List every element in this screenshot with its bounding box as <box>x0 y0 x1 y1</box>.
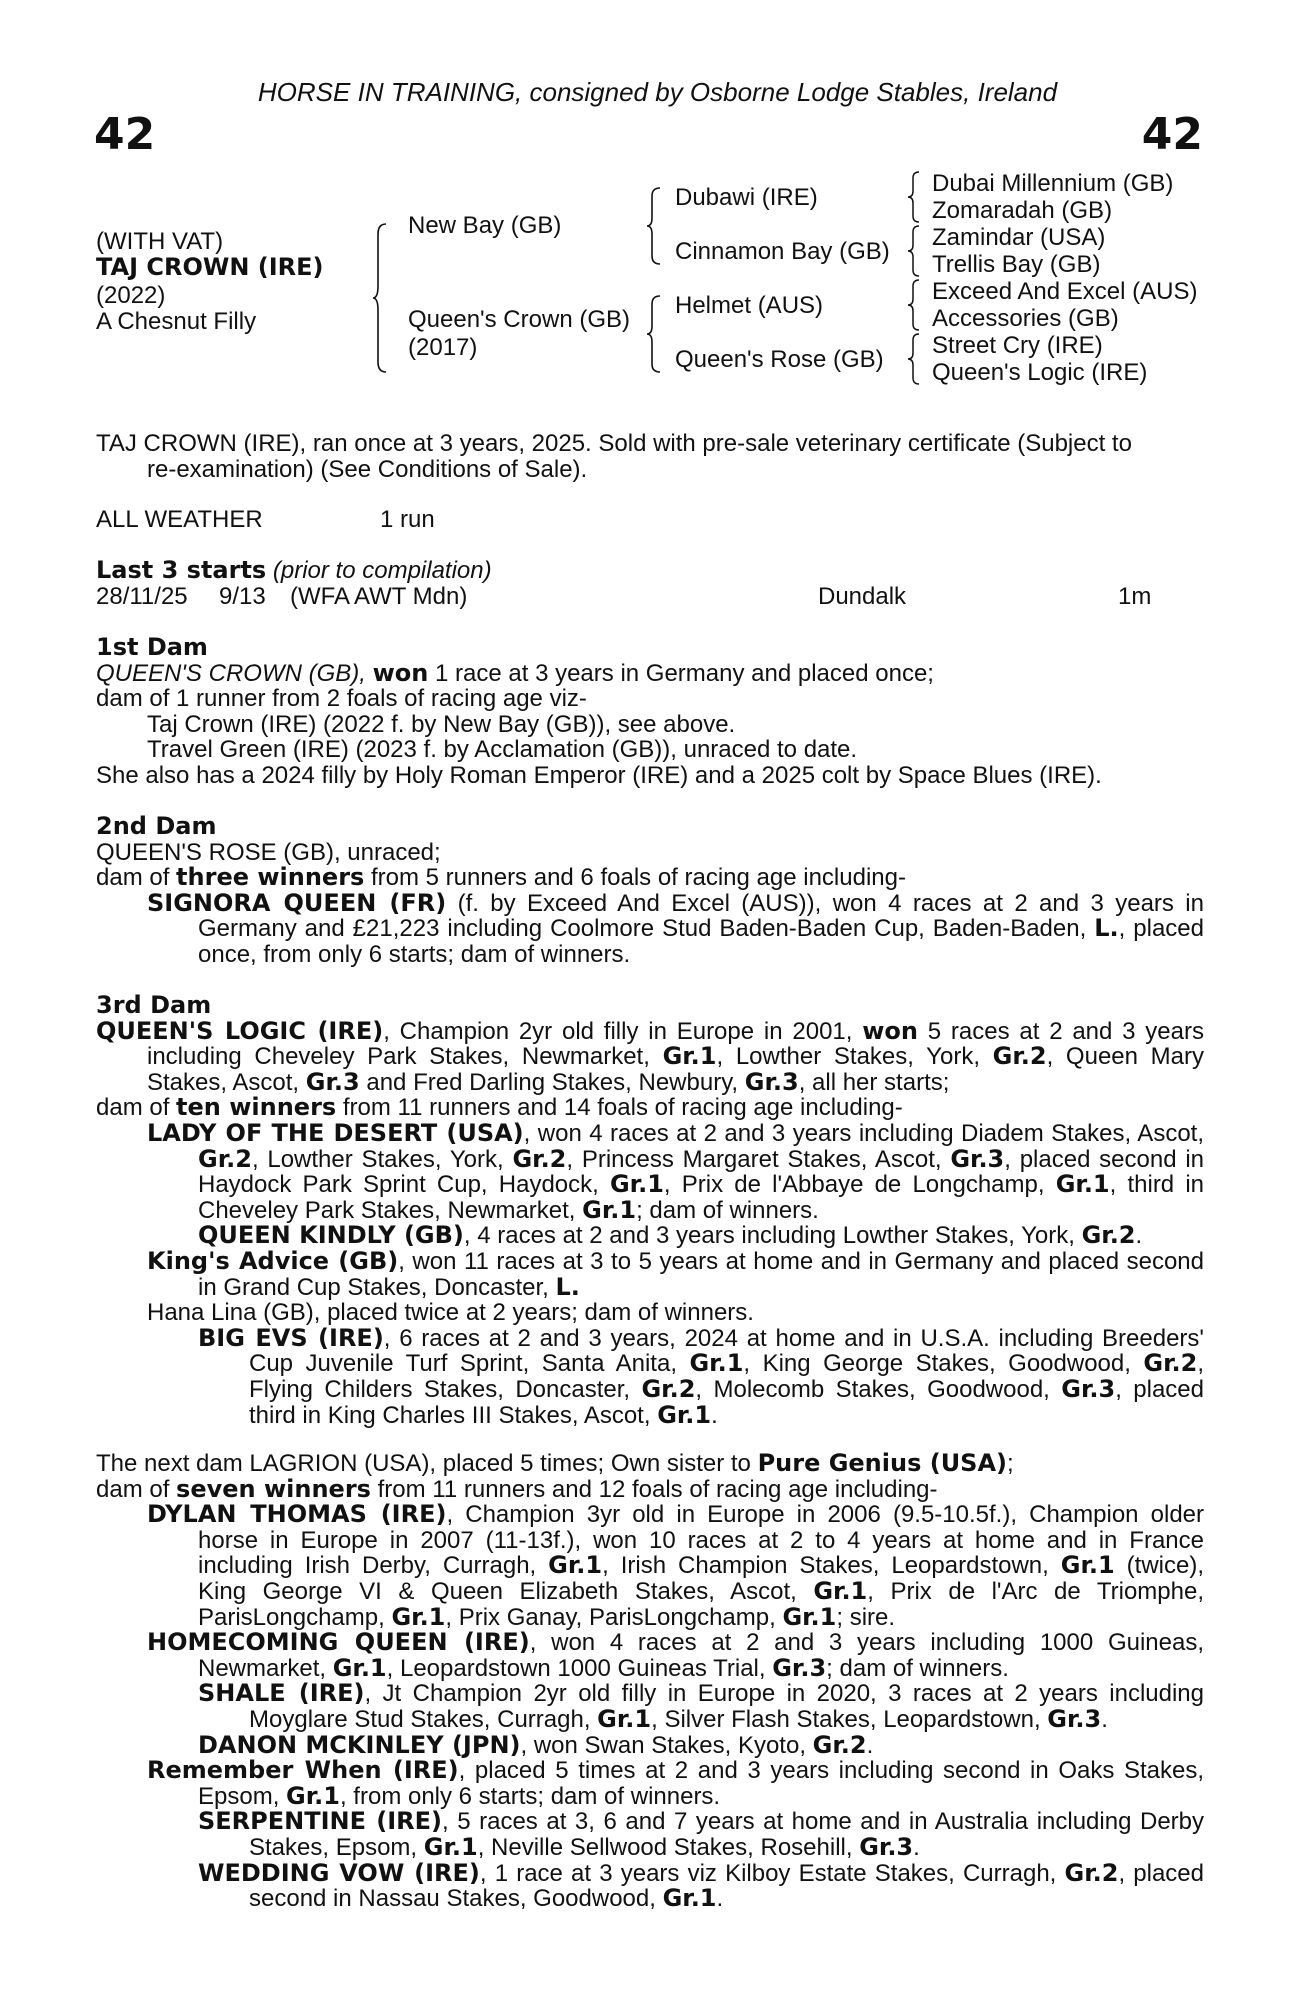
text-fragment: , won Swan Stakes, Kyoto, <box>520 1731 813 1759</box>
winners-count: seven winners <box>176 1474 371 1503</box>
race-grade: Gr.2 <box>1143 1349 1198 1378</box>
text-fragment: dam of <box>96 1094 177 1122</box>
last-starts-note: (prior to compilation) <box>272 557 492 584</box>
all-weather-label: ALL WEATHER <box>96 506 263 533</box>
progeny-queen-kindly <box>96 1223 1204 1249</box>
text-fragment: . <box>1135 1222 1143 1250</box>
start-position: 9/13 <box>219 583 266 610</box>
text-fragment: , from only 6 starts; dam of winners. <box>339 1782 721 1810</box>
race-grade: Gr.1 <box>662 1884 717 1913</box>
progeny-name: BIG EVS (IRE) <box>198 1323 384 1352</box>
all-weather-runs: 1 run <box>380 506 435 533</box>
text-fragment: (f. by Exceed And Excel (AUS)), won 4 races at 2 and 3 years in Germany and £21,223 including Coolmore Stud Baden-Baden Cup, Baden-Baden, <box>198 889 1204 943</box>
race-grade: L. <box>1094 914 1119 943</box>
first-dam-line-1 <box>96 658 1204 687</box>
text-fragment: ; sire. <box>836 1603 896 1631</box>
lot-number-right: 42 <box>1141 109 1203 160</box>
won-label: won <box>862 1016 918 1045</box>
progeny-name: DANON MCKINLEY (JPN) <box>198 1730 521 1759</box>
text-fragment: , all her starts; <box>798 1068 950 1096</box>
race-grade: Gr.3 <box>859 1832 914 1861</box>
text-fragment: , third in Cheveley Park Stakes, Newmarket, <box>198 1171 1205 1224</box>
progeny-name: Remember When (IRE) <box>147 1756 459 1785</box>
race-grade: Gr.1 <box>609 1170 664 1199</box>
text-fragment: , 5 races at 3, 6 and 7 years at home and in Australia including Derby Stakes, Epsom, <box>249 1808 1204 1861</box>
progeny-danon-mckinley <box>96 1730 1204 1759</box>
text-fragment: (twice), King George VI & Queen Elizabeth Stakes, Ascot, <box>198 1552 1204 1605</box>
progeny-wedding-vow <box>96 1858 1204 1913</box>
text-fragment: 5 races at 2 and 3 years including Cheveley Park Stakes, Newmarket, <box>147 1017 1204 1071</box>
text-fragment: , Champion 2yr old filly in Europe in 2001, <box>383 1017 863 1045</box>
text-fragment: . <box>866 1731 874 1759</box>
progeny-name: LADY OF THE DESERT (USA) <box>147 1118 524 1147</box>
text-fragment: , 1 race at 3 years viz Kilboy Estate Stakes, Curragh, <box>479 1859 1065 1887</box>
pedigree-g1: Dubai Millennium (GB) <box>932 170 1174 197</box>
text-fragment: . <box>1101 1705 1108 1733</box>
summary-line-2: re-examination) (See Conditions of Sale). <box>147 455 588 483</box>
pedigree-dam-dam: Queen's Rose (GB) <box>675 346 884 373</box>
last-starts-heading <box>96 558 492 584</box>
pedigree-g3: Zamindar (USA) <box>932 224 1106 251</box>
third-dam-section <box>96 993 1204 1428</box>
text-fragment: , King George Stakes, Goodwood, <box>743 1350 1144 1378</box>
race-grade: Gr.1 <box>662 1042 717 1071</box>
progeny-name: HOMECOMING QUEEN (IRE) <box>147 1628 530 1657</box>
race-grade: Gr.1 <box>582 1195 637 1224</box>
race-grade: Gr.1 <box>597 1704 652 1733</box>
race-grade: Gr.1 <box>332 1653 387 1682</box>
second-dam-section <box>96 814 1204 968</box>
sister-name: Pure Genius (USA) <box>757 1449 1008 1477</box>
pedigree-sire: New Bay (GB) <box>408 212 562 239</box>
progeny-signora-queen <box>96 888 1205 968</box>
race-grade: Gr.1 <box>782 1602 837 1631</box>
first-dam-child-1: Taj Crown (IRE) (2022 f. by New Bay (GB)), see above. <box>147 710 736 738</box>
start-date: 28/11/25 <box>96 583 188 610</box>
text-fragment: ; <box>1007 1450 1014 1477</box>
text-fragment: . <box>716 1885 724 1913</box>
race-grade: Gr.1 <box>1055 1170 1110 1199</box>
second-dam-line-1: QUEEN'S ROSE (GB), unraced; <box>96 838 441 866</box>
start-distance: 1m <box>1118 583 1152 610</box>
race-grade: Gr.1 <box>1060 1551 1115 1580</box>
text-fragment: ; dam of winners. <box>826 1654 1009 1682</box>
text-fragment: , placed second in Nassau Stakes, Goodwood, <box>249 1859 1204 1913</box>
pedigree-brace-g1 <box>907 170 921 224</box>
pedigree-sire-dam: Cinnamon Bay (GB) <box>675 238 890 265</box>
race-grade: Gr.2 <box>1064 1858 1119 1887</box>
first-dam-child-2: Travel Green (IRE) (2023 f. by Acclamation (GB)), unraced to date. <box>147 736 858 764</box>
text-fragment: and Fred Darling Stakes, Newbury, <box>359 1068 745 1096</box>
progeny-name: WEDDING VOW (IRE) <box>198 1858 480 1887</box>
progeny-name: SHALE (IRE) <box>198 1679 365 1708</box>
third-dam-record <box>96 1016 1204 1096</box>
pedigree-sire-sire: Dubawi (IRE) <box>675 184 818 211</box>
pedigree-dam: Queen's Crown (GB) <box>408 306 630 333</box>
first-dam-section <box>96 635 1204 789</box>
horse-name: TAJ CROWN (IRE) <box>96 253 324 281</box>
text-fragment: , Flying Childers Stakes, Doncaster, <box>249 1350 1205 1403</box>
progeny-lady-of-the-desert <box>96 1118 1205 1224</box>
first-dam-record: 1 race at 3 years in Germany and placed once; <box>428 659 934 687</box>
text-fragment: , won 4 races at 2 and 3 years including 1000 Guineas, Newmarket, <box>198 1629 1205 1682</box>
progeny-dylan-thomas <box>96 1502 1204 1630</box>
vat-note: (WITH VAT) <box>96 228 224 255</box>
third-dam-progeny-intro <box>96 1095 1204 1121</box>
lot-number-left: 42 <box>94 109 156 160</box>
text-fragment: , 4 races at 2 and 3 years including Lowther Stakes, York, <box>463 1222 1082 1250</box>
pedigree-g4: Trellis Bay (GB) <box>932 251 1101 278</box>
text-fragment: , Jt Champion 2yr old filly in Europe in 2020, 3 races at 2 years including Moyglare Stud Stakes, Curragh, <box>249 1680 1204 1733</box>
race-grade: Gr.1 <box>423 1832 478 1861</box>
text-fragment: , Princess Margaret Stakes, Ascot, <box>566 1145 951 1173</box>
pedigree-g7: Street Cry (IRE) <box>932 332 1103 359</box>
text-fragment: . <box>913 1833 920 1861</box>
pedigree-brace-dam <box>646 294 662 374</box>
race-grade: Gr.2 <box>992 1042 1047 1071</box>
text-fragment: from 5 runners and 6 foals of racing age including- <box>364 864 906 892</box>
race-grade: Gr.2 <box>198 1144 252 1173</box>
text-fragment: , Neville Sellwood Stakes, Rosehill, <box>477 1833 860 1861</box>
pedigree-g2: Zomaradah (GB) <box>932 197 1113 224</box>
text-fragment: , Irish Champion Stakes, Leopardstown, <box>602 1552 1061 1580</box>
race-grade: Gr.3 <box>950 1144 1005 1173</box>
race-grade: Gr.1 <box>548 1551 603 1580</box>
text-fragment: , Silver Flash Stakes, Leopardstown, <box>651 1705 1048 1733</box>
text-fragment: , Prix Ganay, ParisLongchamp, <box>445 1603 783 1631</box>
pedigree-g8: Queen's Logic (IRE) <box>932 359 1148 386</box>
first-dam-line-2: dam of 1 runner from 2 foals of racing age viz- <box>96 685 587 713</box>
race-grade: Gr.3 <box>1061 1374 1116 1403</box>
progeny-shale <box>96 1681 1204 1732</box>
text-fragment: ; dam of winners. <box>636 1196 819 1224</box>
text-fragment: , won 4 races at 2 and 3 years including Diadem Stakes, Ascot, <box>523 1119 1204 1147</box>
pedigree-brace-g3 <box>907 278 921 332</box>
text-fragment: , placed third in King Charles III Stakes, Ascot, <box>249 1375 1204 1429</box>
pedigree-brace-g2 <box>907 224 921 278</box>
winners-count: ten winners <box>176 1093 337 1122</box>
race-grade: L. <box>555 1272 580 1301</box>
race-grade: Gr.1 <box>813 1576 868 1605</box>
race-grade: Gr.3 <box>1047 1704 1102 1733</box>
first-dam-line-last: She also has a 2024 filly by Holy Roman Emperor (IRE) and a 2025 colt by Space Blues (IRE). <box>96 761 1102 789</box>
progeny-name: QUEEN KINDLY (GB) <box>198 1221 464 1250</box>
second-dam-heading: 2nd Dam <box>96 812 217 840</box>
pedigree-brace-g4 <box>907 332 921 386</box>
progeny-kings-advice <box>96 1246 1204 1301</box>
progeny-homecoming-queen <box>96 1630 1204 1681</box>
consignment-header: HORSE IN TRAINING, consigned by Osborne Lodge Stables, Ireland <box>257 77 1058 107</box>
text-fragment: from 11 runners and 12 foals of racing age including- <box>370 1475 938 1503</box>
progeny-name: SIGNORA QUEEN (FR) <box>147 888 447 917</box>
race-grade: Gr.2 <box>812 1730 867 1759</box>
next-dam-line-2 <box>96 1474 1204 1503</box>
text-fragment: , placed once, from only 6 starts; dam of winners. <box>198 915 1205 968</box>
race-grade: Gr.2 <box>512 1144 567 1173</box>
text-fragment: dam of <box>96 1475 177 1503</box>
race-grade: Gr.2 <box>1081 1221 1136 1250</box>
start-course: Dundalk <box>818 583 907 610</box>
text-fragment: , Lowther Stakes, York, <box>716 1043 993 1071</box>
text-fragment: The next dam LAGRION (USA), placed 5 times; Own sister to <box>96 1450 758 1477</box>
race-grade: Gr.3 <box>744 1067 799 1096</box>
text-fragment: , Prix de l'Arc de Triomphe, ParisLongchamp, <box>198 1577 1205 1631</box>
pedigree-brace-sire <box>646 186 662 266</box>
progeny-name: DYLAN THOMAS (IRE) <box>147 1500 447 1529</box>
race-grade: Gr.1 <box>657 1400 712 1429</box>
race-grade: Gr.3 <box>772 1653 827 1682</box>
pedigree-dam-year: (2017) <box>408 334 478 361</box>
next-dam-section <box>96 1451 1204 1912</box>
text-fragment: , won 11 races at 3 to 5 years at home and in Germany and placed second in Grand Cup Stakes, Doncaster, <box>198 1247 1204 1301</box>
pedigree-g6: Accessories (GB) <box>932 305 1119 332</box>
winners-count: three winners <box>176 863 365 892</box>
race-grade: Gr.3 <box>305 1067 360 1096</box>
progeny-serpentine <box>96 1809 1204 1860</box>
text-fragment: , Queen Mary Stakes, Ascot, <box>147 1043 1204 1096</box>
next-dam-line-1 <box>96 1451 1204 1477</box>
pedigree-g5: Exceed And Excel (AUS) <box>932 278 1198 305</box>
third-dam-heading: 3rd Dam <box>96 991 212 1019</box>
text-fragment: , Molecomb Stakes, Goodwood, <box>695 1375 1062 1403</box>
text-fragment: , 6 races at 2 and 3 years, 2024 at home and in U.S.A. including Breeders' Cup Juvenile Turf Sprint, Santa Anita, <box>249 1324 1205 1378</box>
pedigree-brace-main <box>372 222 388 374</box>
text-fragment: , placed second in Haydock Park Sprint Cup, Haydock, <box>198 1145 1205 1199</box>
horse-summary <box>96 431 1204 482</box>
horse-year: (2022) <box>96 282 166 309</box>
horse-description: A Chesnut Filly <box>96 308 257 335</box>
last-starts-title: Last 3 starts <box>96 556 267 584</box>
second-dam-line-2 <box>96 865 1204 891</box>
pedigree-dam-sire: Helmet (AUS) <box>675 292 824 319</box>
first-dam-name: QUEEN'S CROWN (GB), <box>96 659 366 687</box>
progeny-remember-when <box>96 1758 1204 1809</box>
race-grade: Gr.2 <box>641 1374 696 1403</box>
text-fragment: , Lowther Stakes, York, <box>251 1145 513 1173</box>
dam-name: QUEEN'S LOGIC (IRE) <box>96 1016 384 1045</box>
race-grade: Gr.1 <box>689 1349 744 1378</box>
text-fragment: , Prix de l'Abbaye de Longchamp, <box>663 1171 1056 1199</box>
text-fragment: , Champion 3yr old in Europe in 2006 (9.5-10.5f.), Champion older horse in Europe in 2007 (11-13f.), won 10 races at 2 to 4 years at home and in France including Irish Derby, Curragh, <box>198 1501 1205 1580</box>
summary-line-1: TAJ CROWN (IRE), ran once at 3 years, 2025. Sold with pre-sale veterinary certificate (Subject to <box>96 430 1132 457</box>
text-fragment: , placed 5 times at 2 and 3 years including second in Oaks Stakes, Epsom, <box>198 1757 1205 1810</box>
text-fragment: , Leopardstown 1000 Guineas Trial, <box>386 1654 773 1682</box>
progeny-name: King's Advice (GB) <box>147 1246 399 1275</box>
first-dam-won: won <box>372 658 429 687</box>
progeny-big-evs <box>96 1323 1205 1429</box>
race-grade: Gr.1 <box>286 1781 340 1810</box>
progeny-hana-lina: Hana Lina (GB), placed twice at 2 years; dam of winners. <box>147 1299 754 1327</box>
race-grade: Gr.1 <box>391 1602 446 1631</box>
text-fragment: from 11 runners and 14 foals of racing age including- <box>336 1094 903 1122</box>
first-dam-heading: 1st Dam <box>96 633 208 661</box>
text-fragment: . <box>711 1401 718 1429</box>
progeny-name: SERPENTINE (IRE) <box>198 1807 442 1836</box>
start-race: (WFA AWT Mdn) <box>290 583 468 610</box>
text-fragment: dam of <box>96 864 177 892</box>
